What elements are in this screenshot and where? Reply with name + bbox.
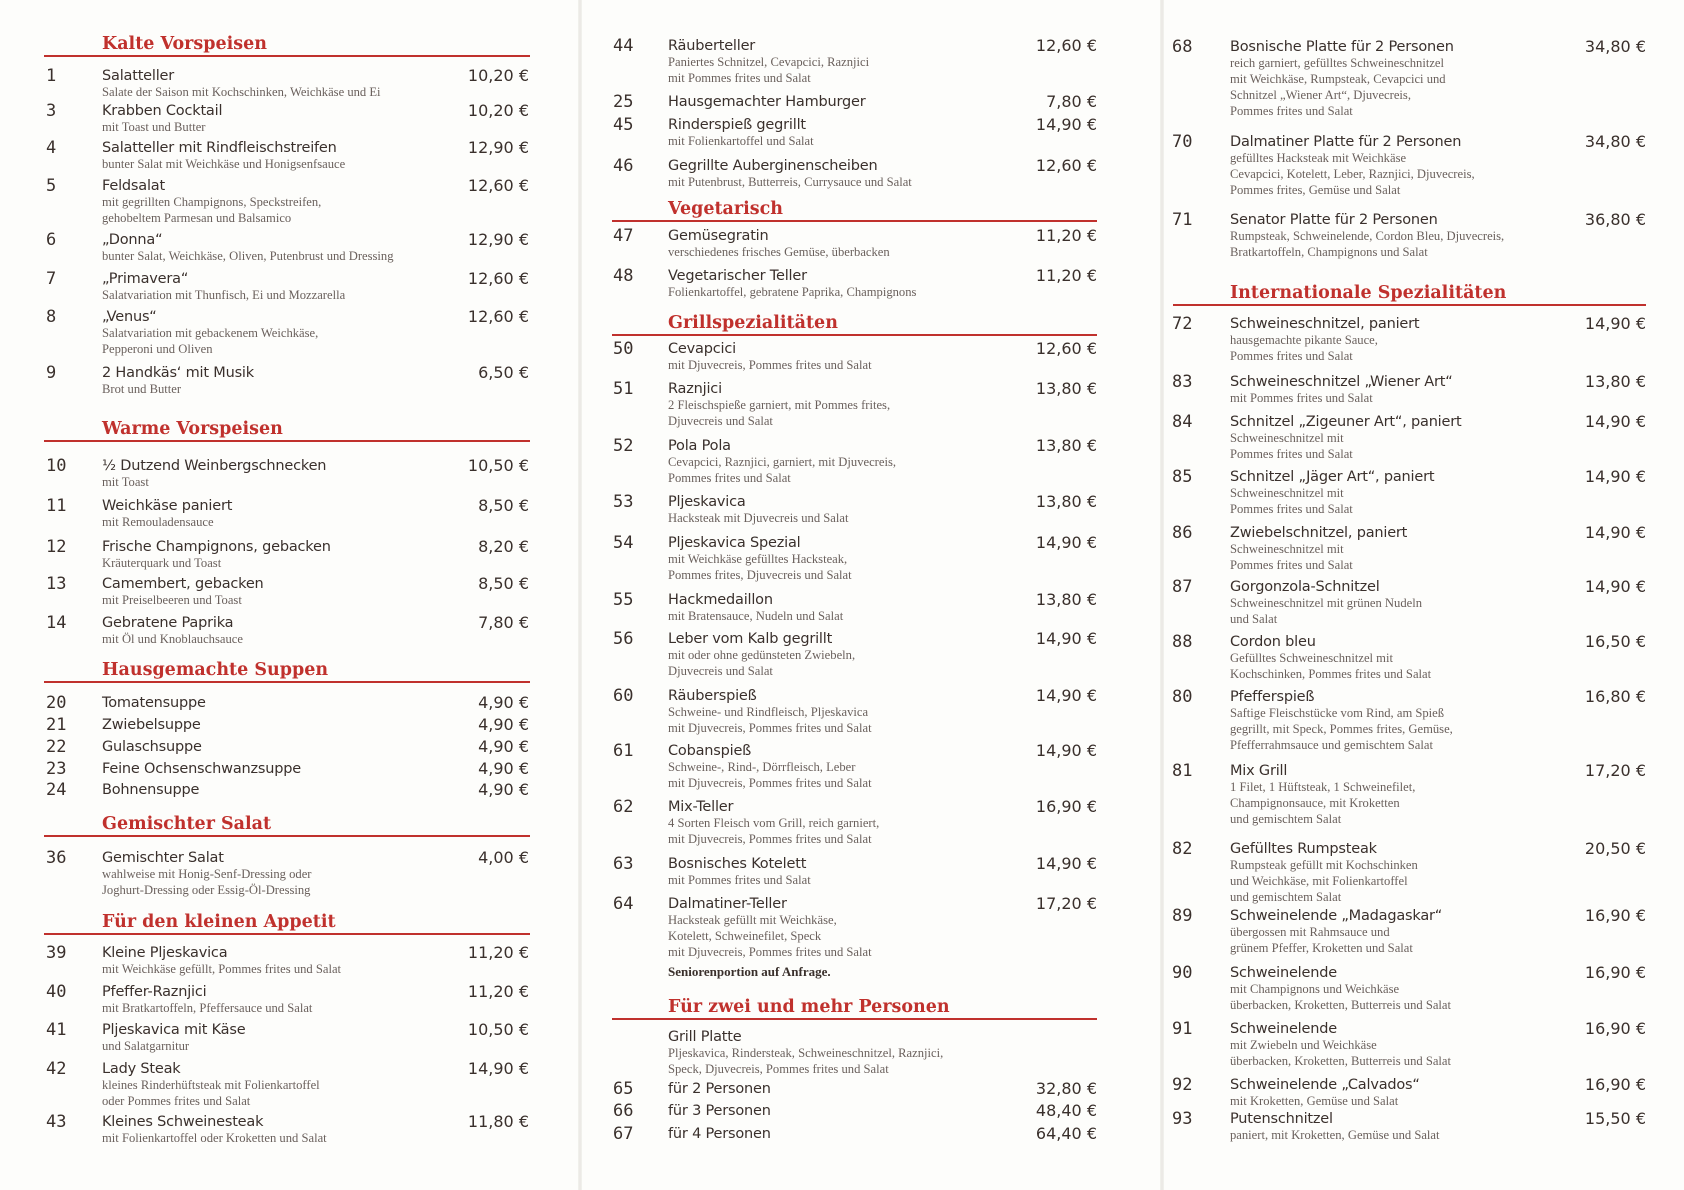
item-number: 81 [1172,761,1193,781]
item-price: 14,90 € [1035,854,1097,873]
item-price: 11,20 € [1035,226,1097,245]
item-price: 13,80 € [1584,372,1646,391]
item-number: 90 [1172,963,1193,983]
item-description: kleines Rinderhüftsteak mit Folienkartoffel oder Pommes frites und Salat [102,1078,320,1108]
item-name: Senator Platte für 2 Personen [1230,212,1438,228]
item-number: 23 [46,759,67,779]
item-price: 12,60 € [467,176,529,195]
item-price: 4,90 € [478,759,529,778]
item-name: Bosnisches Kotelett [668,856,807,872]
item-number: 11 [46,496,67,516]
item-description: Gefülltes Schweineschnitzel mit Kochschinken, Pommes frites und Salat [1230,651,1432,681]
section-divider [44,681,530,683]
section-title: Für den kleinen Appetit [102,912,336,932]
item-number: 54 [613,533,634,553]
item-price: 12,60 € [467,307,529,326]
item-price: 11,20 € [467,982,529,1001]
item-price: 7,80 € [478,613,529,632]
item-description: Schweineschnitzel mit grünen Nudeln und Salat [1230,596,1423,626]
item-name: Rinderspieß gegrillt [668,117,806,133]
item-number: 43 [46,1112,67,1132]
item-name: Gegrillte Auberginenscheiben [668,158,878,174]
item-name: Cobanspieß [668,743,752,759]
item-number: 13 [46,574,67,594]
item-name: Pfeffer-Raznjici [102,984,207,1000]
item-name: Zwiebelsuppe [102,717,201,733]
item-price: 4,00 € [478,848,529,867]
item-price: 7,80 € [1046,92,1097,111]
section-divider [612,220,1097,222]
item-price: 14,90 € [1035,741,1097,760]
item-number: 86 [1172,523,1193,543]
item-name: Schweinelende „Calvados“ [1230,1077,1420,1093]
item-description: mit Bratkartoffeln, Pfeffersauce und Salat [102,1001,313,1015]
section-divider [612,334,1097,336]
item-number: 48 [613,266,634,286]
item-name: Krabben Cocktail [102,103,223,119]
item-price: 13,80 € [1035,379,1097,398]
item-price: 13,80 € [1035,590,1097,609]
section-title: Gemischter Salat [102,814,272,834]
item-price: 8,20 € [478,537,529,556]
item-name: ½ Dutzend Weinbergschnecken [102,458,327,474]
item-name: Bosnische Platte für 2 Personen [1230,39,1454,55]
item-price: 4,90 € [478,737,529,756]
section-divider [1173,304,1646,306]
item-name: Gebratene Paprika [102,615,234,631]
item-name: Pola Pola [668,438,731,454]
item-description: Schweineschnitzel mit Pommes frites und Salat [1230,486,1353,516]
item-number: 20 [46,693,67,713]
item-name: Schnitzel „Zigeuner Art“, paniert [1230,414,1462,430]
item-number: 61 [613,741,634,761]
item-price: 16,80 € [1584,687,1646,706]
item-description: Kräuterquark und Toast [102,556,222,570]
item-price: 11,80 € [467,1112,529,1131]
item-description: Schweine- und Rindfleisch, Pljeskavica mit Djuvecreis, Pommes frites und Salat [668,705,872,735]
section-divider [44,835,530,837]
menu-column-left [0,0,578,1190]
menu-column-right [1164,0,1684,1190]
item-name: Hausgemachter Hamburger [668,94,866,110]
item-number: 87 [1172,577,1193,597]
item-number: 5 [46,176,57,196]
item-description: bunter Salat, Weichkäse, Oliven, Putenbrust und Dressing [102,249,394,263]
item-name: Räuberteller [668,38,756,54]
section-title: Hausgemachte Suppen [102,660,329,680]
item-description: mit Weichkäse gefülltes Hacksteak, Pommes frites, Djuvecreis und Salat [668,552,852,582]
section-divider [44,440,530,442]
item-description: mit Weichkäse gefüllt, Pommes frites und Salat [102,962,342,976]
item-description: Pljeskavica, Rindersteak, Schweineschnitzel, Raznjici, Speck, Djuvecreis, Pommes frites und Salat [668,1046,944,1076]
item-description: mit Remouladensauce [102,515,214,529]
section-title: Für zwei und mehr Personen [668,997,950,1017]
item-number: 50 [613,339,634,359]
item-number: 70 [1172,132,1193,152]
item-number: 6 [46,230,57,250]
item-description: mit Kroketten, Gemüse und Salat [1230,1094,1399,1108]
item-name: Dalmatiner-Teller [668,896,787,912]
item-price: 14,90 € [1035,686,1097,705]
item-price: 16,90 € [1584,963,1646,982]
item-description: mit Pommes frites und Salat [668,873,811,887]
item-price: 13,80 € [1035,436,1097,455]
section-title: Grillspezialitäten [668,313,838,333]
item-number: 53 [613,492,634,512]
item-number: 25 [613,92,634,112]
item-description: mit Preiselbeeren und Toast [102,593,242,607]
item-price: 34,80 € [1584,37,1646,56]
item-description: Salate der Saison mit Kochschinken, Weichkäse und Ei [102,85,381,99]
item-price: 10,50 € [467,1020,529,1039]
item-number: 63 [613,854,634,874]
item-name: Räuberspieß [668,688,757,704]
item-name: Putenschnitzel [1230,1111,1333,1127]
item-price: 4,90 € [478,693,529,712]
item-name: Camembert, gebacken [102,576,264,592]
item-name: Dalmatiner Platte für 2 Personen [1230,134,1462,150]
item-price: 32,80 € [1035,1079,1097,1098]
item-price: 11,20 € [467,943,529,962]
item-price: 4,90 € [478,715,529,734]
item-description: verschiedenes frisches Gemüse, überbacken [668,245,890,259]
section-title: Warme Vorspeisen [102,419,283,439]
item-price: 14,90 € [1035,115,1097,134]
item-number: 65 [613,1079,634,1099]
item-description: Rumpsteak, Schweinelende, Cordon Bleu, Djuvecreis, Bratkartoffeln, Champignons und Salat [1230,229,1505,259]
item-name: Leber vom Kalb gegrillt [668,631,833,647]
item-name: Cordon bleu [1230,634,1316,650]
item-description: Saftige Fleischstücke vom Rind, am Spieß gegrillt, mit Speck, Pommes frites, Gemüse, Pfefferrahmsauce und gemischtem Salat [1230,706,1453,752]
item-description: hausgemachte pikante Sauce, Pommes frites und Salat [1230,333,1378,363]
item-number: 3 [46,101,57,121]
item-description: mit Zwiebeln und Weichkäse überbacken, Kroketten, Butterreis und Salat [1230,1038,1452,1068]
item-number: 84 [1172,412,1193,432]
item-number: 71 [1172,210,1193,230]
section-title: Kalte Vorspeisen [102,34,267,54]
item-number: 62 [613,797,634,817]
item-number: 88 [1172,632,1193,652]
item-price: 17,20 € [1035,894,1097,913]
item-name: Raznjici [668,381,722,397]
item-description: mit Toast und Butter [102,120,206,134]
item-description: übergossen mit Rahmsauce und grünem Pfeffer, Kroketten und Salat [1230,925,1413,955]
item-price: 12,60 € [1035,339,1097,358]
item-name: „Donna“ [102,232,163,248]
item-price: 8,50 € [478,496,529,515]
item-price: 10,50 € [467,456,529,475]
item-name: Schweinelende „Madagaskar“ [1230,908,1443,924]
item-price: 10,20 € [467,101,529,120]
item-description: reich garniert, gefülltes Schweineschnitzel mit Weichkäse, Rumpsteak, Cevapcici und Schnitzel „Wiener Art“, Djuvecreis, Pommes frites und Salat [1230,56,1446,118]
item-number: 80 [1172,687,1193,707]
item-description: 2 Fleischspieße garniert, mit Pommes frites, Djuvecreis und Salat [668,398,891,428]
item-number: 68 [1172,37,1193,57]
item-name: Zwiebelschnitzel, paniert [1230,525,1408,541]
item-price: 8,50 € [478,574,529,593]
item-price: 20,50 € [1584,839,1646,858]
item-name: Pfefferspieß [1230,689,1315,705]
item-name: für 4 Personen [668,1126,771,1142]
item-number: 45 [613,115,634,135]
item-price: 16,90 € [1035,797,1097,816]
item-price: 16,90 € [1584,1019,1646,1038]
item-number: 4 [46,138,57,158]
item-description: Paniertes Schnitzel, Cevapcici, Raznjici mit Pommes frites und Salat [668,55,870,85]
item-name: Salatteller mit Rindfleischstreifen [102,140,337,156]
item-name: Salatteller [102,68,175,84]
item-number: 85 [1172,467,1193,487]
item-name: 2 Handkäs‘ mit Musik [102,365,254,381]
item-description: bunter Salat mit Weichkäse und Honigsenfsauce [102,157,346,171]
item-number: 12 [46,537,67,557]
item-number: 52 [613,436,634,456]
item-name: für 3 Personen [668,1103,771,1119]
item-name: Weichkäse paniert [102,498,233,514]
item-number: 39 [46,943,67,963]
item-price: 14,90 € [1584,523,1646,542]
item-price: 10,20 € [467,66,529,85]
item-price: 14,90 € [467,1059,529,1078]
item-number: 89 [1172,906,1193,926]
item-price: 15,50 € [1584,1109,1646,1128]
item-name: Pljeskavica mit Käse [102,1022,246,1038]
item-number: 7 [46,269,57,289]
item-number: 83 [1172,372,1193,392]
item-name: Gemischter Salat [102,850,224,866]
item-price: 36,80 € [1584,210,1646,229]
item-price: 12,60 € [1035,156,1097,175]
item-description: mit Folienkartoffel und Salat [668,134,814,148]
item-description: mit Champignons und Weichkäse überbacken, Kroketten, Butterreis und Salat [1230,982,1452,1012]
item-name: Kleines Schweinesteak [102,1114,264,1130]
item-number: 22 [46,737,67,757]
item-description: paniert, mit Kroketten, Gemüse und Salat [1230,1128,1440,1142]
item-name: Schweineschnitzel „Wiener Art“ [1230,374,1453,390]
item-description: Hacksteak mit Djuvecreis und Salat [668,511,849,525]
item-number: 60 [613,686,634,706]
section-title: Vegetarisch [668,199,783,219]
item-price: 14,90 € [1584,467,1646,486]
item-name: Bohnensuppe [102,782,200,798]
item-description: 1 Filet, 1 Hüftsteak, 1 Schweinefilet, Champignonsauce, mit Kroketten und gemischtem Salat [1230,780,1416,826]
item-description: Schweineschnitzel mit Pommes frites und Salat [1230,431,1353,461]
item-price: 11,20 € [1035,266,1097,285]
item-price: 34,80 € [1584,132,1646,151]
item-number: 24 [46,780,67,800]
item-price: 12,90 € [467,230,529,249]
item-number: 64 [613,894,634,914]
item-price: 4,90 € [478,780,529,799]
section-title: Internationale Spezialitäten [1230,283,1507,303]
section-divider [612,1018,1097,1020]
item-description: Rumpsteak gefüllt mit Kochschinken und Weichkäse, mit Folienkartoffel und gemischtem Salat [1230,858,1418,904]
item-number: 82 [1172,839,1193,859]
item-price: 48,40 € [1035,1101,1097,1120]
item-price: 14,90 € [1035,629,1097,648]
item-number: 92 [1172,1075,1193,1095]
item-name: Gemüsegratin [668,228,769,244]
item-name: Gefülltes Rumpsteak [1230,841,1377,857]
item-number: 9 [46,363,57,383]
item-price: 12,60 € [1035,36,1097,55]
item-name: Feine Ochsenschwanzsuppe [102,761,301,777]
item-price: 64,40 € [1035,1124,1097,1143]
item-number: 67 [613,1124,634,1144]
item-number: 56 [613,629,634,649]
item-price: 14,90 € [1584,314,1646,333]
item-number: 8 [46,307,57,327]
item-number: 41 [46,1020,67,1040]
item-price: 14,90 € [1035,533,1097,552]
item-price: 14,90 € [1584,577,1646,596]
item-name: Hackmedaillon [668,592,773,608]
item-name: Schweinelende [1230,1021,1337,1037]
item-price: 14,90 € [1584,412,1646,431]
item-name: Schnitzel „Jäger Art“, paniert [1230,469,1435,485]
item-number: 36 [46,848,67,868]
item-number: 10 [46,456,67,476]
item-description: Hacksteak gefüllt mit Weichkäse, Kotelett, Schweinefilet, Speck mit Djuvecreis, Pommes frites und Salat [668,913,872,959]
item-number: 21 [46,715,67,735]
item-description: und Salatgarnitur [102,1039,190,1053]
item-price: 16,90 € [1584,906,1646,925]
item-name: „Primavera“ [102,271,189,287]
item-number: 14 [46,613,67,633]
item-price: 12,90 € [467,138,529,157]
item-number: 55 [613,590,634,610]
item-name: für 2 Personen [668,1081,771,1097]
item-name: Grill Platte [668,1029,742,1045]
item-name: Gorgonzola-Schnitzel [1230,579,1380,595]
item-name: Mix Grill [1230,763,1288,779]
section-divider [44,55,530,57]
item-description: Salatvariation mit Thunfisch, Ei und Mozzarella [102,288,346,302]
item-price: 17,20 € [1584,761,1646,780]
item-name: Frische Champignons, gebacken [102,539,331,555]
item-description: 4 Sorten Fleisch vom Grill, reich garniert, mit Djuvecreis, Pommes frites und Salat [668,816,880,846]
item-description: Folienkartoffel, gebratene Paprika, Champignons [668,285,917,299]
item-name: Schweinelende [1230,965,1337,981]
item-name: Schweineschnitzel, paniert [1230,316,1420,332]
item-name: Tomatensuppe [102,695,206,711]
menu-column-middle [582,0,1160,1190]
item-number: 91 [1172,1019,1193,1039]
item-description: mit Djuvecreis, Pommes frites und Salat [668,358,872,372]
item-name: „Venus“ [102,309,157,325]
item-description: Brot und Butter [102,382,182,396]
section-divider [44,933,530,935]
item-description: mit Bratensauce, Nudeln und Salat [668,609,844,623]
section-note: Seniorenportion auf Anfrage. [668,964,831,979]
item-description: Salatvariation mit gebackenem Weichkäse, Pepperoni und Oliven [102,326,319,356]
item-number: 72 [1172,314,1193,334]
item-price: 13,80 € [1035,492,1097,511]
item-number: 1 [46,66,57,86]
item-number: 51 [613,379,634,399]
item-description: Cevapcici, Raznjici, garniert, mit Djuvecreis, Pommes frites und Salat [668,455,897,485]
item-name: Gulaschsuppe [102,739,202,755]
item-number: 47 [613,226,634,246]
item-description: Schweine-, Rind-, Dörrfleisch, Leber mit Djuvecreis, Pommes frites und Salat [668,760,872,790]
item-price: 6,50 € [478,363,529,382]
item-description: mit Toast [102,475,149,489]
item-price: 12,60 € [467,269,529,288]
item-number: 40 [46,982,67,1002]
item-description: wahlweise mit Honig-Senf-Dressing oder Joghurt-Dressing oder Essig-Öl-Dressing [102,867,312,897]
item-description: mit Putenbrust, Butterreis, Currysauce und Salat [668,175,912,189]
item-description: mit Pommes frites und Salat [1230,391,1373,405]
item-description: mit Öl und Knoblauchsauce [102,632,243,646]
item-description: mit Folienkartoffel oder Kroketten und Salat [102,1131,327,1145]
item-name: Lady Steak [102,1061,181,1077]
item-number: 66 [613,1101,634,1121]
item-description: gefülltes Hacksteak mit Weichkäse Cevapcici, Kotelett, Leber, Raznjici, Djuvecreis, Pommes frites, Gemüse und Salat [1230,151,1475,197]
item-number: 93 [1172,1109,1193,1129]
item-price: 16,90 € [1584,1075,1646,1094]
item-description: mit gegrillten Champignons, Speckstreifen, gehobeltem Parmesan und Balsamico [102,195,322,225]
item-name: Pljeskavica Spezial [668,535,801,551]
item-name: Feldsalat [102,178,165,194]
item-number: 44 [613,36,634,56]
item-name: Cevapcici [668,341,736,357]
item-description: Schweineschnitzel mit Pommes frites und Salat [1230,542,1353,572]
item-name: Mix-Teller [668,799,734,815]
item-number: 46 [613,156,634,176]
item-price: 16,50 € [1584,632,1646,651]
item-name: Pljeskavica [668,494,746,510]
item-name: Kleine Pljeskavica [102,945,228,961]
item-description: mit oder ohne gedünsteten Zwiebeln, Djuvecreis und Salat [668,648,856,678]
item-name: Vegetarischer Teller [668,268,807,284]
item-number: 42 [46,1059,67,1079]
